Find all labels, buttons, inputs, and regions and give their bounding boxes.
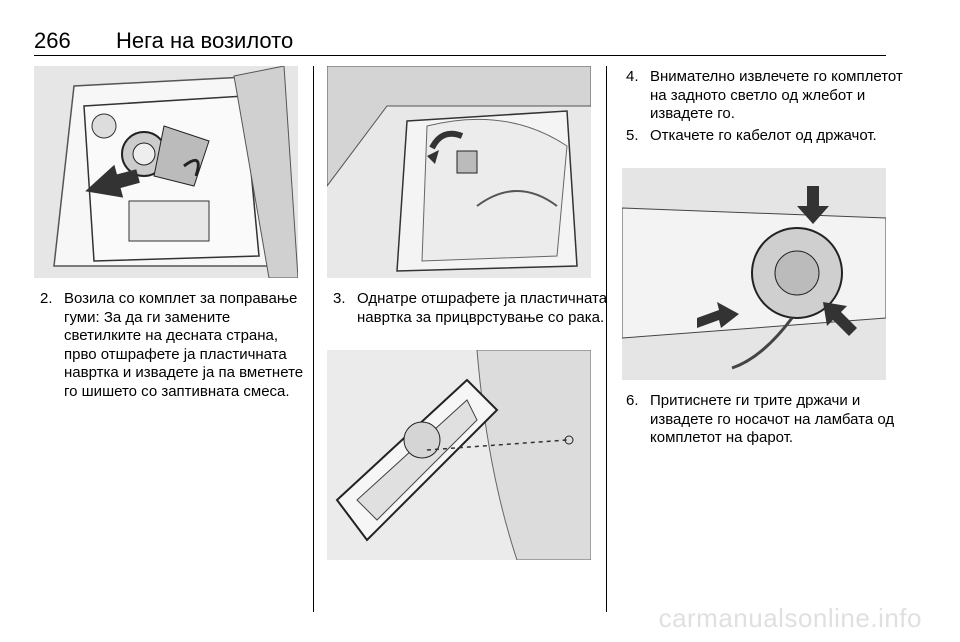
step-number: 3.: [333, 290, 346, 307]
step-text: Откачете го кабелот од држачот.: [650, 127, 877, 144]
page-title: Нега на возилото: [116, 28, 294, 53]
step-2: [40, 290, 308, 401]
step-text: Однатре отшрафете ја пластичната навртка за прицврстување со рака.: [357, 290, 608, 326]
step-text: Притиснете ги трите држачи и извадете го носачот на ламбата од комплетот на фарот.: [650, 392, 895, 446]
illustration-lamp-holder: [622, 168, 886, 380]
page-number: 266: [34, 28, 71, 53]
illustration-plastic-nut: [327, 66, 591, 278]
step-number: 5.: [626, 127, 639, 144]
header-rule: [34, 55, 886, 56]
step-text: Возила со комплет за поправање гуми: За да ги замените светилките на десната страна, прво отшрафете ја пластичната навртка и извадете ја па вметнете го шишето со заптивната смеса.: [64, 290, 304, 400]
figure-lamp-holder: [622, 168, 886, 380]
step-5: [626, 127, 912, 146]
page-header: [34, 28, 886, 54]
column-divider-2: [606, 66, 607, 612]
column-divider-1: [313, 66, 314, 612]
step-text: Внимателно извлечете го комплетот на задното светло од жлебот и извадете го.: [650, 68, 903, 122]
step-6: [626, 392, 912, 448]
figure-bulb-access: [34, 66, 298, 278]
watermark: carmanualsonline.info: [658, 603, 922, 633]
step-3: [333, 290, 609, 327]
step-4: [626, 68, 912, 124]
illustration-taillight-removal: [327, 350, 591, 560]
figure-taillight-removal: [327, 350, 591, 560]
illustration-bulb-access: [34, 66, 298, 278]
step-number: 6.: [626, 392, 639, 409]
step-number: 4.: [626, 68, 639, 85]
step-number: 2.: [40, 290, 53, 307]
figure-plastic-nut: [327, 66, 591, 278]
